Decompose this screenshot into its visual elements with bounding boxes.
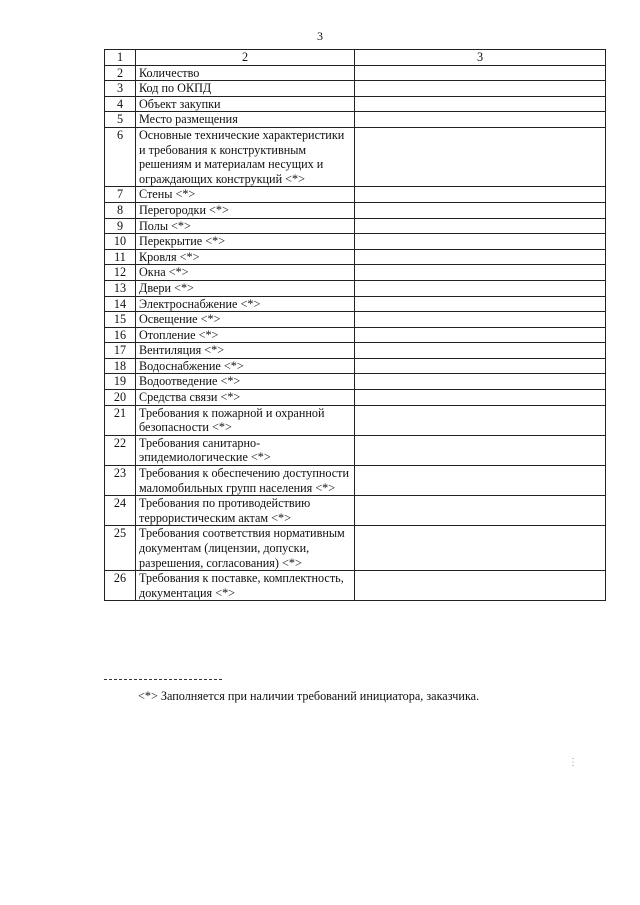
row-number: 16: [105, 327, 136, 343]
table-row: [105, 265, 606, 281]
row-value-cell: [355, 218, 606, 234]
row-number: 6: [105, 127, 136, 186]
row-number: 7: [105, 187, 136, 203]
row-value-cell: [355, 280, 606, 296]
row-requirement: Перекрытие <*>: [136, 234, 355, 250]
row-value-cell: [355, 265, 606, 281]
row-number: 14: [105, 296, 136, 312]
row-requirement: Водоснабжение <*>: [136, 358, 355, 374]
row-value-cell: [355, 296, 606, 312]
table-row: [105, 343, 606, 359]
row-number: 11: [105, 249, 136, 265]
row-number: 13: [105, 280, 136, 296]
row-value-cell: [355, 390, 606, 406]
row-value-cell: [355, 249, 606, 265]
table-row: [105, 249, 606, 265]
row-number: 18: [105, 358, 136, 374]
row-value-cell: [355, 112, 606, 128]
row-value-cell: [355, 127, 606, 186]
row-requirement: Требования к поставке, комплектность, документация <*>: [136, 571, 355, 601]
page-number: 3: [317, 29, 323, 43]
table-row: [105, 187, 606, 203]
table-row: [105, 218, 606, 234]
table-row: [105, 466, 606, 496]
table-row: [105, 202, 606, 218]
row-number: 3: [105, 81, 136, 97]
row-requirement: Двери <*>: [136, 280, 355, 296]
table-row: [105, 112, 606, 128]
row-number: 17: [105, 343, 136, 359]
table-row: [105, 65, 606, 81]
row-requirement: Электроснабжение <*>: [136, 296, 355, 312]
row-requirement: Полы <*>: [136, 218, 355, 234]
table-row: [105, 390, 606, 406]
row-requirement: Кровля <*>: [136, 249, 355, 265]
table-row: [105, 312, 606, 328]
footnote: <*> Заполняется при наличии требований инициатора, заказчика.: [138, 689, 480, 703]
row-requirement: Требования по противодействию террористическим актам <*>: [136, 496, 355, 526]
row-number: 23: [105, 466, 136, 496]
row-requirement: Перегородки <*>: [136, 202, 355, 218]
table-row: [105, 405, 606, 435]
row-number: 10: [105, 234, 136, 250]
table-row: [105, 127, 606, 186]
row-requirement: Отопление <*>: [136, 327, 355, 343]
row-value-cell: [355, 466, 606, 496]
row-requirement: Стены <*>: [136, 187, 355, 203]
table-row: [105, 374, 606, 390]
row-number: 20: [105, 390, 136, 406]
column-header-3: 3: [355, 50, 606, 66]
row-number: 19: [105, 374, 136, 390]
table-row: [105, 296, 606, 312]
row-number: 8: [105, 202, 136, 218]
table-row: [105, 96, 606, 112]
table-row: [105, 81, 606, 97]
row-number: 12: [105, 265, 136, 281]
row-number: 21: [105, 405, 136, 435]
table-row: [105, 358, 606, 374]
row-number: 26: [105, 571, 136, 601]
row-number: 15: [105, 312, 136, 328]
footnote-divider: [104, 679, 222, 680]
row-value-cell: [355, 312, 606, 328]
scan-artifact: ⋮: [568, 757, 578, 768]
row-requirement: Окна <*>: [136, 265, 355, 281]
column-header-2: 2: [136, 50, 355, 66]
row-value-cell: [355, 327, 606, 343]
row-value-cell: [355, 374, 606, 390]
row-number: 2: [105, 65, 136, 81]
table-header-row: [105, 50, 606, 66]
row-requirement: Освещение <*>: [136, 312, 355, 328]
table-row: [105, 234, 606, 250]
row-requirement: Код по ОКПД: [136, 81, 355, 97]
row-requirement: Объект закупки: [136, 96, 355, 112]
row-value-cell: [355, 571, 606, 601]
row-value-cell: [355, 526, 606, 571]
row-value-cell: [355, 358, 606, 374]
row-value-cell: [355, 81, 606, 97]
row-requirement: Требования соответствия нормативным документам (лицензии, допуски, разрешения, согласования) <*>: [136, 526, 355, 571]
table-row: [105, 526, 606, 571]
row-requirement: Водоотведение <*>: [136, 374, 355, 390]
row-value-cell: [355, 65, 606, 81]
row-requirement: Вентиляция <*>: [136, 343, 355, 359]
row-value-cell: [355, 202, 606, 218]
row-value-cell: [355, 96, 606, 112]
table-row: [105, 435, 606, 465]
requirements-table: [104, 49, 606, 601]
row-requirement: Требования к обеспечению доступности маломобильных групп населения <*>: [136, 466, 355, 496]
table-row: [105, 571, 606, 601]
row-number: 9: [105, 218, 136, 234]
row-value-cell: [355, 405, 606, 435]
row-value-cell: [355, 187, 606, 203]
row-requirement: Требования к пожарной и охранной безопасности <*>: [136, 405, 355, 435]
row-number: 22: [105, 435, 136, 465]
row-requirement: Количество: [136, 65, 355, 81]
row-requirement: Основные технические характеристики и требования к конструктивным решениям и материалам несущих и ограждающих конструкций <*>: [136, 127, 355, 186]
row-value-cell: [355, 435, 606, 465]
row-value-cell: [355, 234, 606, 250]
table-row: [105, 496, 606, 526]
row-number: 25: [105, 526, 136, 571]
table-row: [105, 327, 606, 343]
row-number: 4: [105, 96, 136, 112]
row-number: 24: [105, 496, 136, 526]
row-value-cell: [355, 496, 606, 526]
row-requirement: Средства связи <*>: [136, 390, 355, 406]
column-header-1: 1: [105, 50, 136, 66]
row-requirement: Место размещения: [136, 112, 355, 128]
table-row: [105, 280, 606, 296]
row-value-cell: [355, 343, 606, 359]
row-number: 5: [105, 112, 136, 128]
row-requirement: Требования санитарно-эпидемиологические <*>: [136, 435, 355, 465]
